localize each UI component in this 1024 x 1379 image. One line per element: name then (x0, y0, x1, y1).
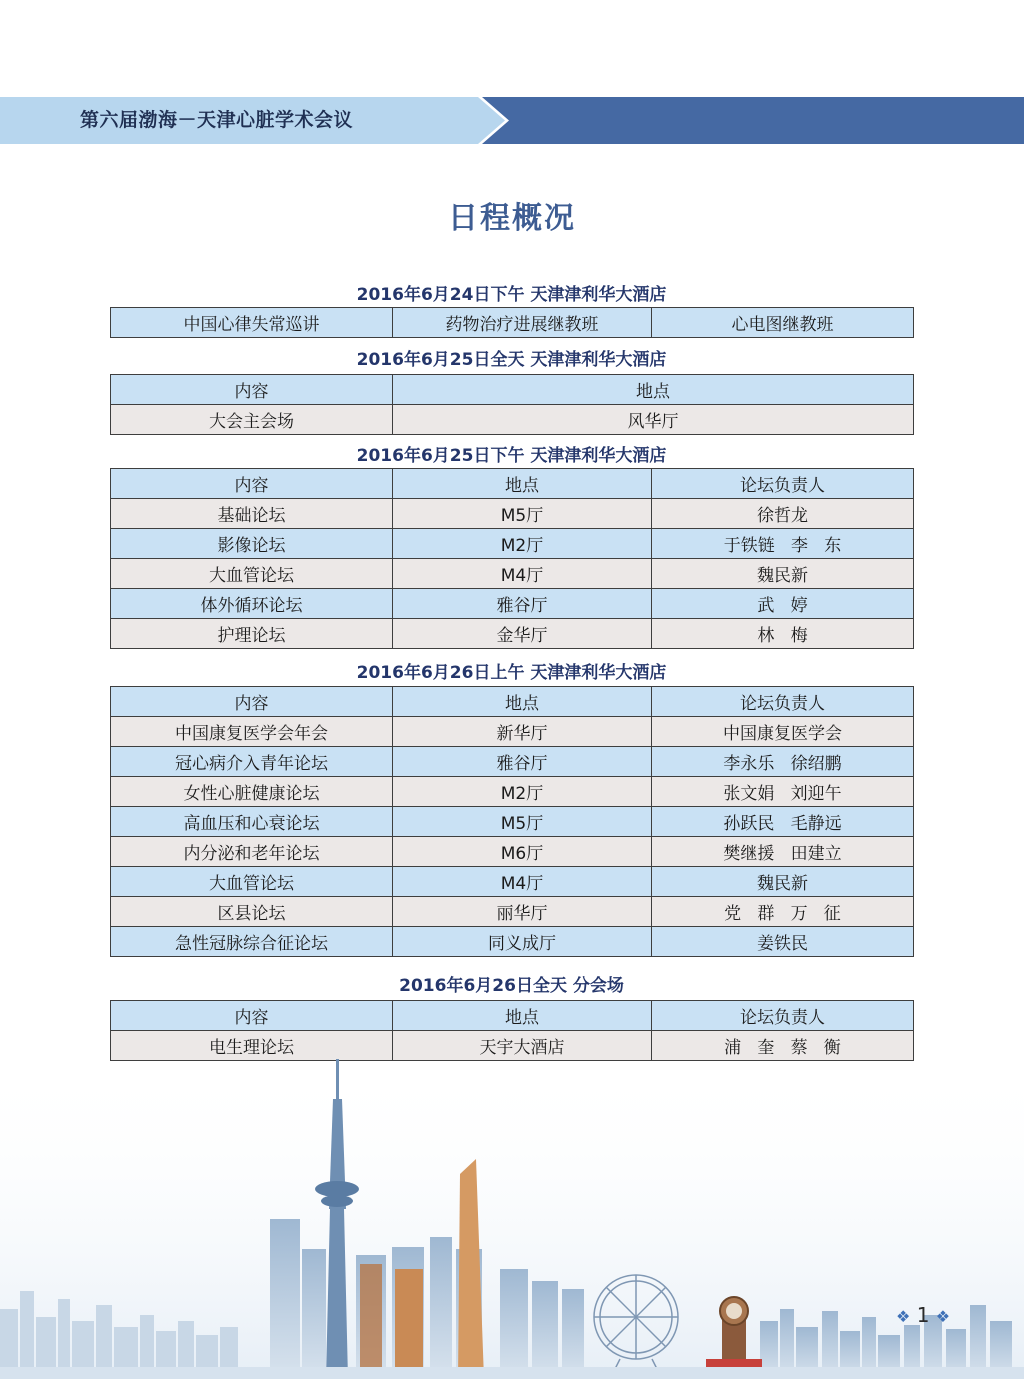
table-header-cell: 内容 (111, 375, 393, 405)
section-heading: 2016年6月24日下午 天津津利华大酒店 (356, 285, 667, 305)
table-cell: 基础论坛 (111, 499, 393, 529)
table-header-cell: 地点 (393, 375, 914, 405)
table-row (111, 897, 914, 927)
table-cell: 大血管论坛 (111, 867, 393, 897)
conference-title: 第六届渤海－天津心脏学术会议 (80, 109, 354, 131)
table-cell: 中国康复医学会 (652, 717, 914, 747)
table-header-cell: 论坛负责人 (652, 1001, 914, 1031)
schedule-table (110, 686, 914, 957)
table-cell: 中国心律失常巡讲 (111, 308, 393, 338)
table-header-cell: 内容 (111, 469, 393, 499)
table-cell: 雅谷厅 (393, 589, 652, 619)
table-cell: M5厅 (393, 499, 652, 529)
table-cell: 风华厅 (393, 405, 914, 435)
table-cell: 电生理论坛 (111, 1031, 393, 1061)
table-cell: 大会主会场 (111, 405, 393, 435)
table-cell: 大血管论坛 (111, 559, 393, 589)
table-cell: 徐哲龙 (652, 499, 914, 529)
table-cell: 心电图继教班 (652, 308, 914, 338)
table-cell: 姜铁民 (652, 927, 914, 957)
table-cell: M4厅 (393, 559, 652, 589)
table-cell: 护理论坛 (111, 619, 393, 649)
table-cell: 金华厅 (393, 619, 652, 649)
table-cell: 新华厅 (393, 717, 652, 747)
table-row (111, 619, 914, 649)
table-cell: 冠心病介入青年论坛 (111, 747, 393, 777)
table-cell: 张文娟 刘迎午 (652, 777, 914, 807)
table-cell: M6厅 (393, 837, 652, 867)
table-cell: 武 婷 (652, 589, 914, 619)
table-cell: M2厅 (393, 529, 652, 559)
table-cell: 魏民新 (652, 867, 914, 897)
table-row (111, 807, 914, 837)
table-header-row (111, 1001, 914, 1031)
table-cell: 浦 奎 蔡 衡 (652, 1031, 914, 1061)
table-row (111, 837, 914, 867)
schedule-table (110, 1000, 914, 1061)
diamond-ornament-icon: ❖ (896, 1307, 911, 1326)
page-title: 日程概况 (448, 201, 576, 236)
table-header-cell: 内容 (111, 1001, 393, 1031)
table-cell: 同义成厅 (393, 927, 652, 957)
banner-dark-band (482, 97, 1024, 144)
table-cell: 雅谷厅 (393, 747, 652, 777)
table-row (111, 308, 914, 338)
table-row (111, 529, 914, 559)
table-header-cell: 论坛负责人 (652, 687, 914, 717)
table-cell: M2厅 (393, 777, 652, 807)
table-cell: 影像论坛 (111, 529, 393, 559)
page-number: 1 (916, 1303, 930, 1327)
table-header-row (111, 375, 914, 405)
table-row (111, 867, 914, 897)
table-cell: 丽华厅 (393, 897, 652, 927)
table-cell: 高血压和心衰论坛 (111, 807, 393, 837)
table-cell: 女性心脏健康论坛 (111, 777, 393, 807)
table-cell: 区县论坛 (111, 897, 393, 927)
table-row (111, 777, 914, 807)
schedule-table (110, 374, 914, 435)
header-banner (0, 97, 1024, 144)
table-row (111, 717, 914, 747)
table-row (111, 747, 914, 777)
table-cell: 党 群 万 征 (652, 897, 914, 927)
table-row (111, 927, 914, 957)
table-cell: 药物治疗进展继教班 (393, 308, 652, 338)
table-cell: 樊继援 田建立 (652, 837, 914, 867)
table-header-cell: 地点 (393, 687, 652, 717)
table-cell: 中国康复医学会年会 (111, 717, 393, 747)
table-header-cell: 地点 (393, 1001, 652, 1031)
schedule-table (110, 468, 914, 649)
table-cell: 魏民新 (652, 559, 914, 589)
table-header-cell: 内容 (111, 687, 393, 717)
table-cell: 林 梅 (652, 619, 914, 649)
diamond-ornament-icon: ❖ (935, 1307, 951, 1326)
table-header-row (111, 469, 914, 499)
table-row (111, 405, 914, 435)
table-cell: 孙跃民 毛静远 (652, 807, 914, 837)
section-heading: 2016年6月25日下午 天津津利华大酒店 (356, 446, 667, 466)
table-cell: M5厅 (393, 807, 652, 837)
table-row (111, 1031, 914, 1061)
section-heading: 2016年6月26日上午 天津津利华大酒店 (356, 663, 667, 683)
table-header-row (111, 687, 914, 717)
table-header-cell: 论坛负责人 (652, 469, 914, 499)
city-skyline-illustration (0, 1059, 1024, 1379)
table-row (111, 589, 914, 619)
page-number-block (896, 1303, 950, 1327)
table-header-cell: 地点 (393, 469, 652, 499)
section-heading: 2016年6月25日全天 天津津利华大酒店 (356, 350, 667, 370)
table-cell: 李永乐 徐绍鹏 (652, 747, 914, 777)
table-cell: 于铁链 李 东 (652, 529, 914, 559)
table-cell: M4厅 (393, 867, 652, 897)
table-cell: 体外循环论坛 (111, 589, 393, 619)
table-cell: 内分泌和老年论坛 (111, 837, 393, 867)
table-row (111, 559, 914, 589)
table-cell: 急性冠脉综合征论坛 (111, 927, 393, 957)
section-heading: 2016年6月26日全天 分会场 (399, 976, 624, 996)
schedule-table (110, 307, 914, 338)
table-cell: 天宇大酒店 (393, 1031, 652, 1061)
table-row (111, 499, 914, 529)
